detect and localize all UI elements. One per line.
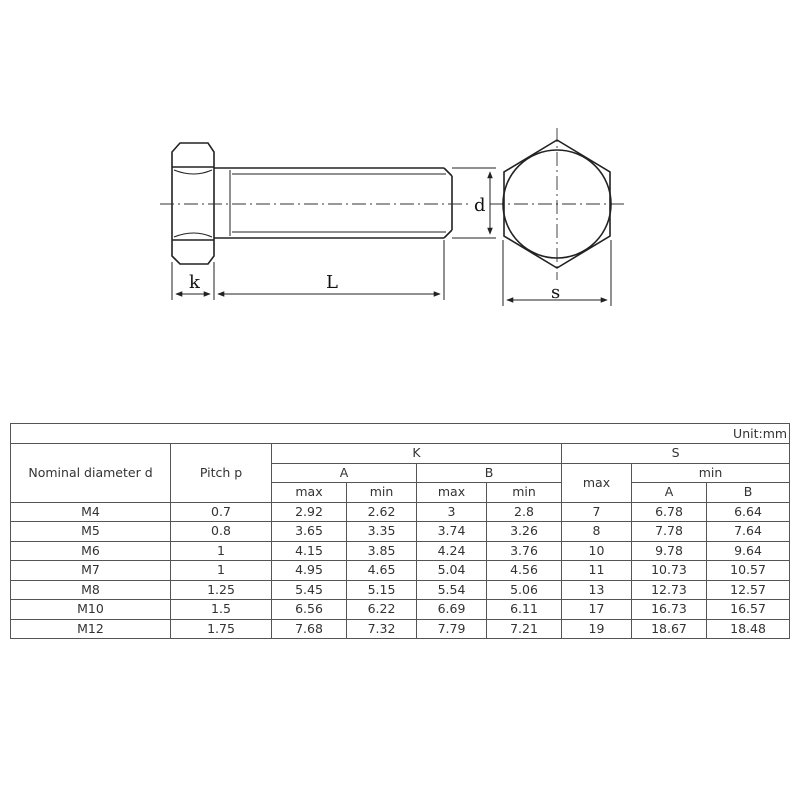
table-cell: 5.04: [417, 561, 487, 581]
table-row: [11, 580, 790, 600]
table-row: [11, 522, 790, 542]
table-cell: 10: [562, 541, 632, 561]
header-k-b-min: min: [487, 483, 562, 503]
bolt-drawing: [0, 0, 800, 360]
label-k: k: [189, 272, 200, 293]
table-cell: 0.7: [171, 502, 272, 522]
table-cell: 0.8: [171, 522, 272, 542]
table-cell: 6.69: [417, 600, 487, 620]
table-cell: 7.68: [272, 619, 347, 639]
header-k-b-max: max: [417, 483, 487, 503]
table-row: [11, 600, 790, 620]
table-cell: 3.85: [347, 541, 417, 561]
table-cell: 10.57: [707, 561, 790, 581]
label-s: s: [551, 282, 561, 303]
table-cell: 7.78: [632, 522, 707, 542]
table-cell: 5.54: [417, 580, 487, 600]
table-cell: 4.24: [417, 541, 487, 561]
table-cell: 5.06: [487, 580, 562, 600]
table-cell: 18.48: [707, 619, 790, 639]
header-pitch: Pitch p: [171, 444, 272, 503]
label-d: d: [474, 195, 486, 216]
table-cell: 10.73: [632, 561, 707, 581]
table-cell: 9.78: [632, 541, 707, 561]
table-cell: 8: [562, 522, 632, 542]
table-cell: 3.26: [487, 522, 562, 542]
table-cell: 6.22: [347, 600, 417, 620]
header-k-a-max: max: [272, 483, 347, 503]
header-s-min-a: A: [632, 483, 707, 503]
table-cell: 16.57: [707, 600, 790, 620]
table-cell: 2.62: [347, 502, 417, 522]
table-cell: 1: [171, 541, 272, 561]
table-cell: 17: [562, 600, 632, 620]
table-cell: 13: [562, 580, 632, 600]
header-k-a: A: [272, 463, 417, 483]
table-cell: 4.65: [347, 561, 417, 581]
table-cell: 7.32: [347, 619, 417, 639]
unit-label: Unit:mm: [11, 424, 790, 444]
table-cell: 7.79: [417, 619, 487, 639]
table-row: [11, 502, 790, 522]
table-cell: 3.76: [487, 541, 562, 561]
bolt-side-view: [172, 143, 452, 264]
table-row: [11, 561, 790, 581]
table-cell: M4: [11, 502, 171, 522]
header-s-min: min: [632, 463, 790, 483]
table-cell: 5.45: [272, 580, 347, 600]
table-cell: 18.67: [632, 619, 707, 639]
table-cell: 3: [417, 502, 487, 522]
table-cell: 7.21: [487, 619, 562, 639]
table-cell: 16.73: [632, 600, 707, 620]
header-k-a-min: min: [347, 483, 417, 503]
header-s: S: [562, 444, 790, 464]
table-cell: M12: [11, 619, 171, 639]
table-cell: 1.5: [171, 600, 272, 620]
table-cell: 5.15: [347, 580, 417, 600]
table-cell: 3.74: [417, 522, 487, 542]
header-k-b: B: [417, 463, 562, 483]
header-s-min-b: B: [707, 483, 790, 503]
table-cell: M7: [11, 561, 171, 581]
table-cell: 7.64: [707, 522, 790, 542]
table-cell: 6.64: [707, 502, 790, 522]
table-cell: M5: [11, 522, 171, 542]
table-cell: 1.75: [171, 619, 272, 639]
table-cell: 4.15: [272, 541, 347, 561]
table-cell: 19: [562, 619, 632, 639]
table-cell: 7: [562, 502, 632, 522]
header-s-max: max: [562, 463, 632, 502]
table-cell: 3.35: [347, 522, 417, 542]
table-cell: 9.64: [707, 541, 790, 561]
table-cell: 1.25: [171, 580, 272, 600]
table-cell: 1: [171, 561, 272, 581]
table-cell: 12.73: [632, 580, 707, 600]
header-nominal-diameter: Nominal diameter d: [11, 444, 171, 503]
table-cell: M6: [11, 541, 171, 561]
label-L: L: [326, 272, 338, 293]
table-cell: 2.8: [487, 502, 562, 522]
table-row: [11, 619, 790, 639]
table-cell: 3.65: [272, 522, 347, 542]
bolt-spec-table: [10, 423, 790, 639]
table-cell: M8: [11, 580, 171, 600]
table-cell: M10: [11, 600, 171, 620]
table-cell: 6.56: [272, 600, 347, 620]
table-cell: 4.95: [272, 561, 347, 581]
table-cell: 2.92: [272, 502, 347, 522]
table-cell: 6.11: [487, 600, 562, 620]
table-cell: 11: [562, 561, 632, 581]
table-cell: 6.78: [632, 502, 707, 522]
header-k: K: [272, 444, 562, 464]
table-row: [11, 541, 790, 561]
table-cell: 4.56: [487, 561, 562, 581]
table-body: [11, 502, 790, 639]
dimension-k-l: [172, 240, 444, 300]
table-cell: 12.57: [707, 580, 790, 600]
